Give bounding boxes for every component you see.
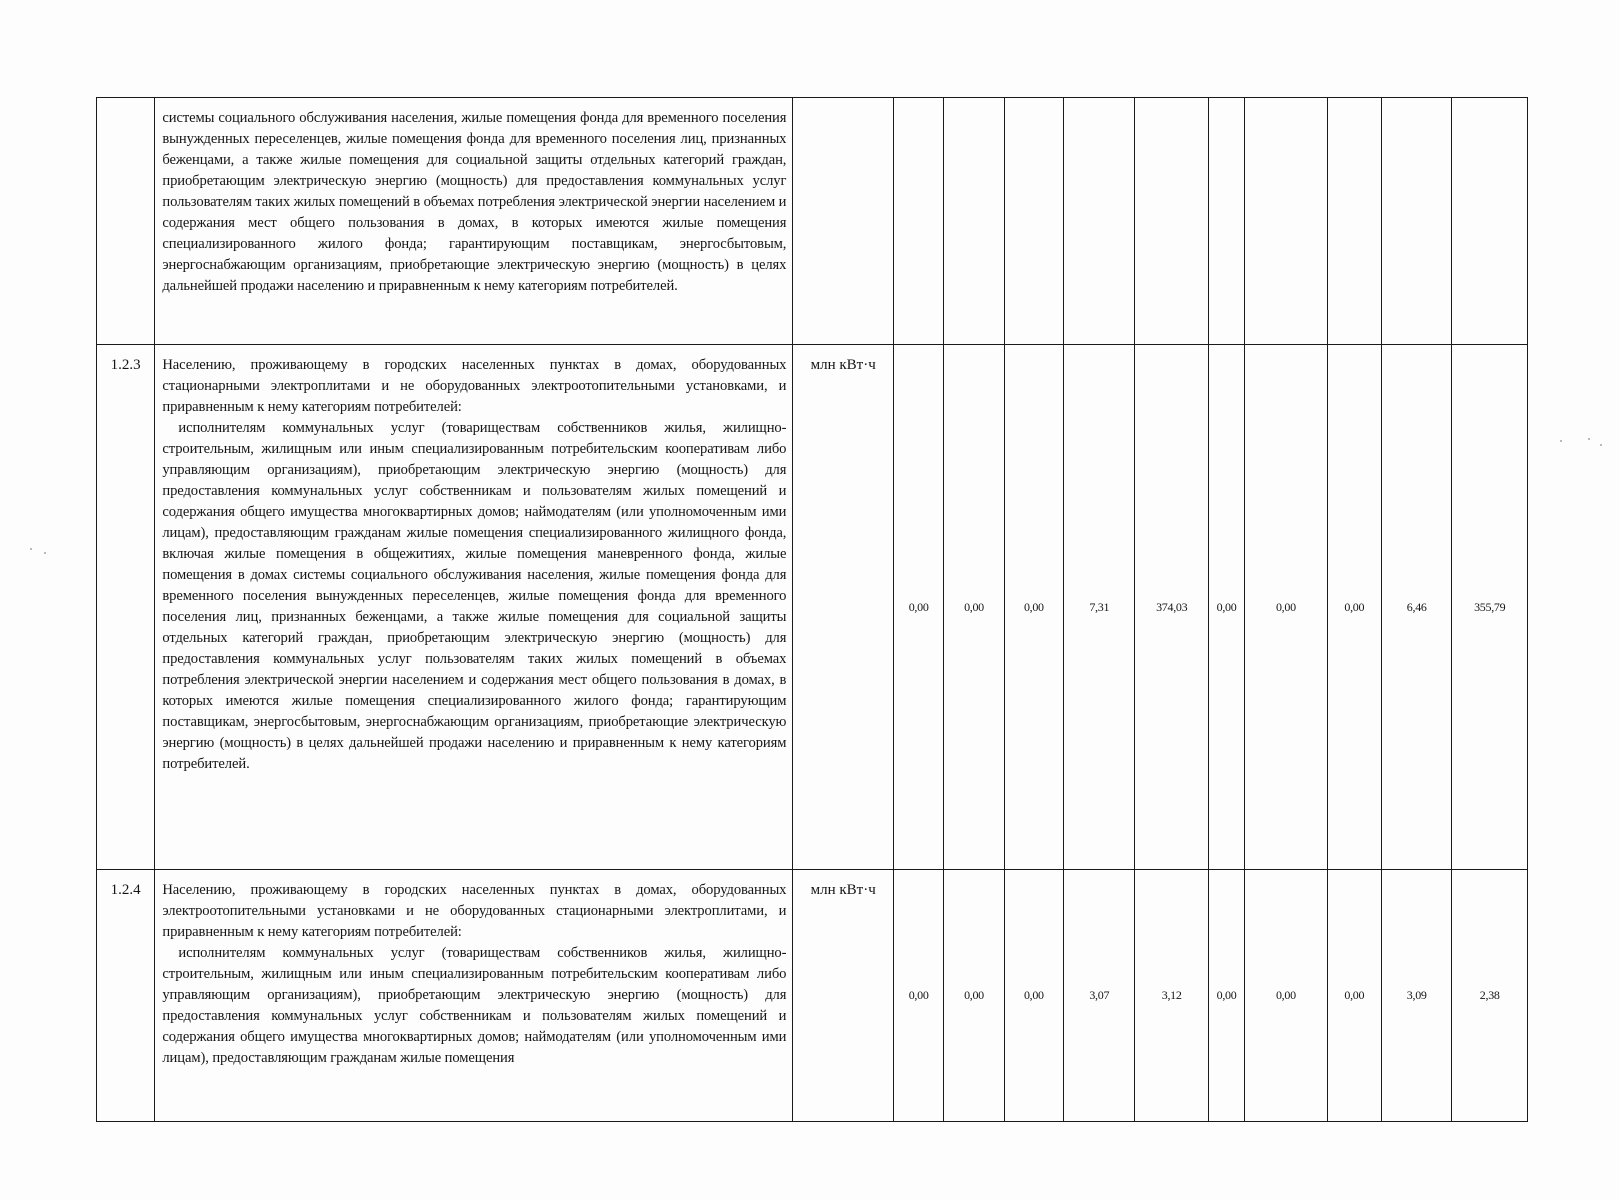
row-number [97, 98, 155, 345]
value-cell [1135, 98, 1208, 345]
table-row [97, 98, 1528, 345]
value-cell [1004, 98, 1063, 345]
value-cell: 0,00 [1004, 345, 1063, 870]
scan-speck [1588, 438, 1590, 440]
value-cell [1064, 98, 1135, 345]
value-cell: 0,00 [1004, 870, 1063, 1122]
table-row [97, 345, 1528, 870]
value-cell [1381, 98, 1451, 345]
scan-speck [1600, 444, 1602, 446]
description-paragraph: исполнителям коммунальных услуг (товариществам собственников жилья, жилищно-строительным, жилищным или иным специализированным потребительским кооперативам либо управляющим организациям), приобретающим электрическую энергию (мощность) для предоставления коммунальных услуг собственникам и пользователям жилых помещений и содержания общего имущества многоквартирных домов; наймодателям (или уполномоченным ими лицам), предоставляющим гражданам жилые помещения [162, 945, 787, 1066]
value-cell: 6,46 [1381, 345, 1451, 870]
scan-speck [44, 552, 46, 554]
value-cell: 0,00 [1245, 345, 1328, 870]
value-cell: 0,00 [944, 345, 1004, 870]
description-paragraph: системы социального обслуживания населения, жилые помещения фонда для временного поселения вынужденных переселенцев, жилые помещения фонда для временного поселения лиц, признанных беженцами, а также жилые помещения для социальной защиты отдельных категорий граждан, приобретающим электрическую энергию (мощность) для предоставления коммунальных услуг пользователям таких жилых помещений в объемах потребления электрической энергии населением и содержания мест общего пользования в домах, в которых имеются жилые помещения специализированного жилого фонда; гарантирующим поставщикам, энергосбытовым, энергоснабжающим организациям, приобретающие электрическую энергию (мощность) в целях дальнейшей продажи населению и приравненным к нему категориям потребителей. [162, 110, 787, 294]
value-cell: 374,03 [1135, 345, 1208, 870]
value-cell: 3,09 [1381, 870, 1451, 1122]
row-description [155, 98, 793, 345]
value-cell [1208, 98, 1244, 345]
value-cell: 355,79 [1452, 345, 1528, 870]
value-cell: 0,00 [1327, 870, 1381, 1122]
value-cell: 3,07 [1064, 870, 1135, 1122]
row-number: 1.2.4 [97, 870, 155, 1122]
row-description [155, 345, 793, 870]
row-unit: млн кВт·ч [793, 345, 894, 870]
value-cell [1327, 98, 1381, 345]
value-cell [1245, 98, 1328, 345]
row-description [155, 870, 793, 1122]
row-unit: млн кВт·ч [793, 870, 894, 1122]
table-row [97, 870, 1528, 1122]
row-unit [793, 98, 894, 345]
value-cell [1452, 98, 1528, 345]
value-cell: 0,00 [944, 870, 1004, 1122]
value-cell: 0,00 [1327, 345, 1381, 870]
description-paragraph: Населению, проживающему в городских населенных пунктах в домах, оборудованных электроотопительными установками и не оборудованных стационарными электроплитами, и приравненным к нему категориям потребителей: [162, 882, 787, 940]
value-cell: 0,00 [893, 345, 943, 870]
value-cell: 7,31 [1064, 345, 1135, 870]
description-paragraph: Населению, проживающему в городских населенных пунктах в домах, оборудованных стационарными электроплитами и не оборудованных электроотопительными установками, и приравненным к нему категориям потребителей: [162, 357, 787, 415]
value-cell: 3,12 [1135, 870, 1208, 1122]
value-cell: 0,00 [1245, 870, 1328, 1122]
row-number: 1.2.3 [97, 345, 155, 870]
value-cell: 2,38 [1452, 870, 1528, 1122]
value-cell [893, 98, 943, 345]
value-cell: 0,00 [1208, 870, 1244, 1122]
value-cell [944, 98, 1004, 345]
tariff-table [96, 97, 1528, 1122]
value-cell: 0,00 [893, 870, 943, 1122]
description-paragraph: исполнителям коммунальных услуг (товариществам собственников жилья, жилищно-строительным, жилищным или иным специализированным потребительским кооперативам либо управляющим организациям), приобретающим электрическую энергию (мощность) для предоставления коммунальных услуг собственникам и пользователям жилых помещений и содержания общего имущества многоквартирных домов; наймодателям (или уполномоченным ими лицам), предоставляющим гражданам жилые помещения специализированного жилищного фонда, включая жилые помещения в общежитиях, жилые помещения маневренного фонда, жилые помещения в домах системы социального обслуживания населения, жилые помещения фонда для временного поселения вынужденных переселенцев, жилые помещения фонда для временного поселения лиц, признанных беженцами, а также жилые помещения для социальной защиты отдельных категорий граждан, приобретающим электрическую энергию (мощность) для предоставления коммунальных услуг пользователям таких жилых помещений в объемах потребления электрической энергии населением и содержания мест общего пользования в домах, в которых имеются жилые помещения специализированного жилого фонда; гарантирующим поставщикам, энергосбытовым, энергоснабжающим организациям, приобретающие электрическую энергию (мощность) в целях дальнейшей продажи населению и приравненным к нему категориям потребителей. [162, 420, 787, 772]
scan-speck [1560, 440, 1562, 442]
value-cell: 0,00 [1208, 345, 1244, 870]
scan-speck [30, 548, 32, 550]
